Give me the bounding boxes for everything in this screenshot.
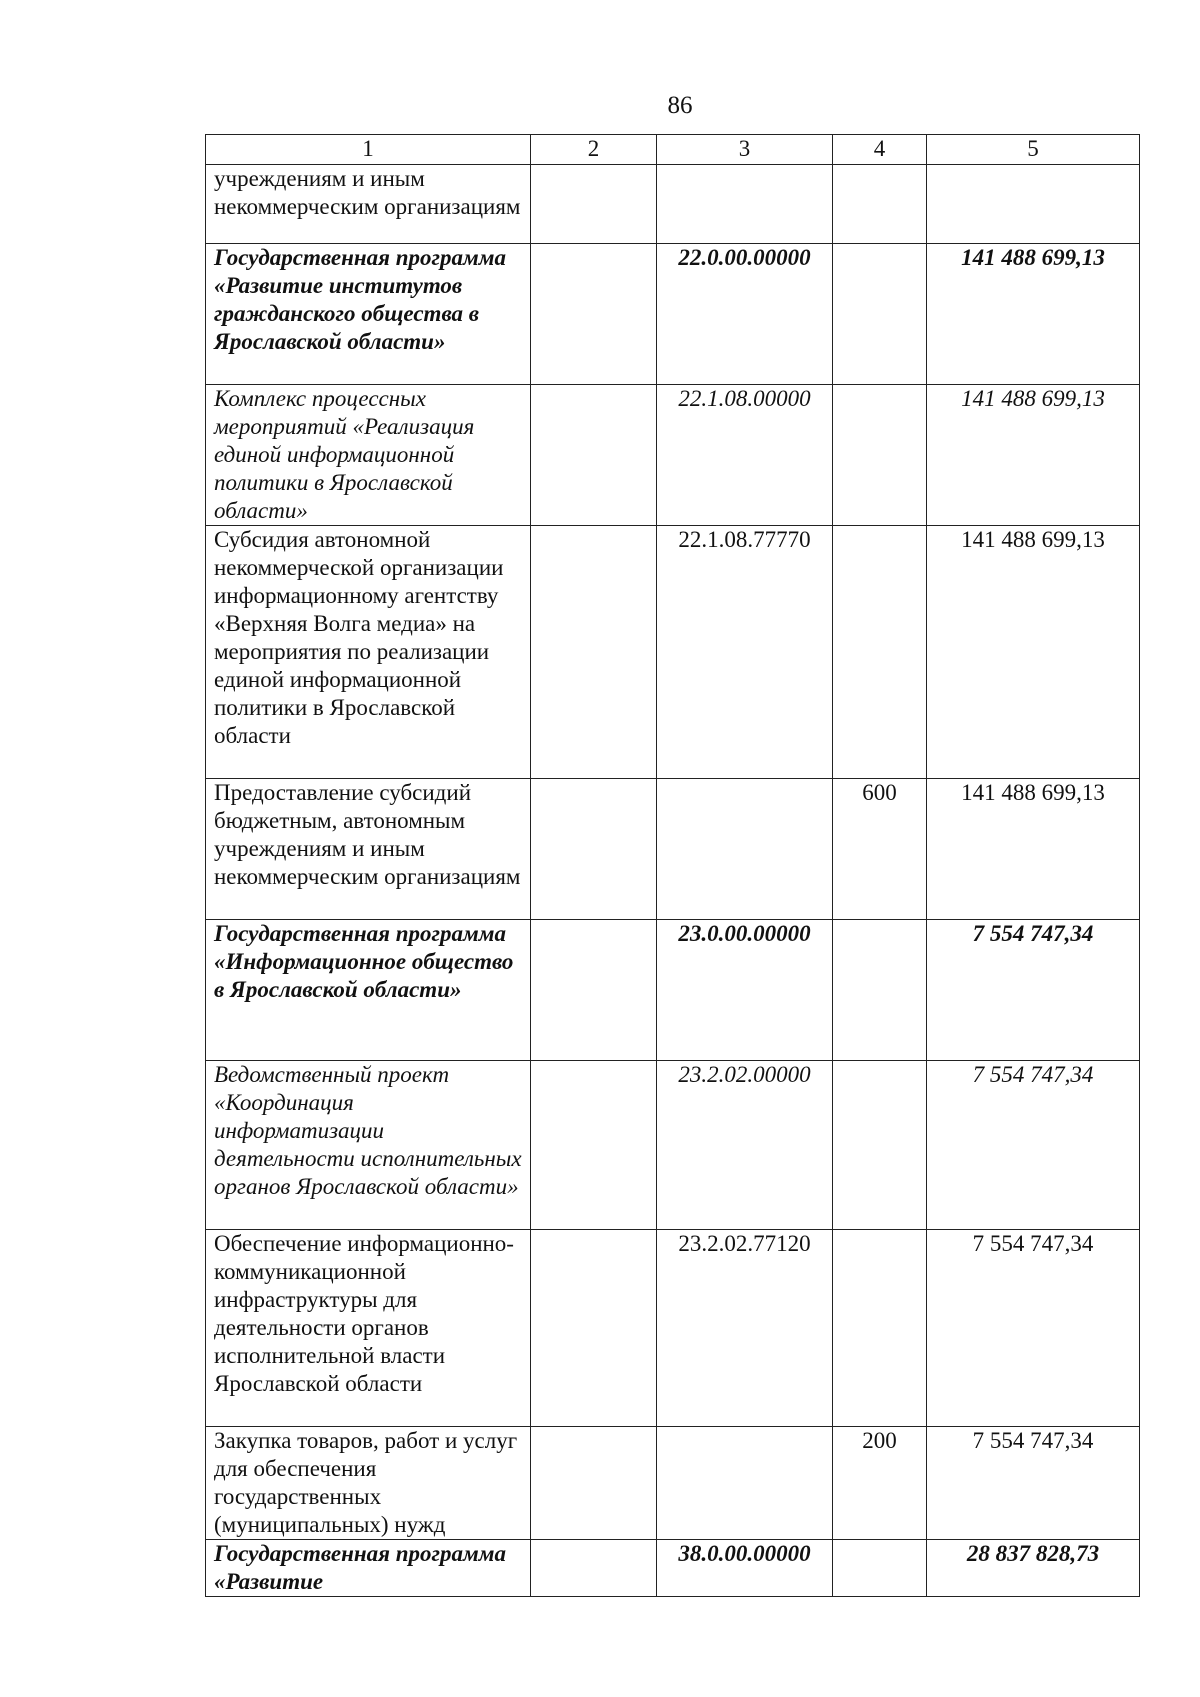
column-header-5: 5 xyxy=(927,135,1140,165)
table-row xyxy=(206,244,1140,385)
page-number: 86 xyxy=(667,92,693,119)
row-code-cell xyxy=(657,779,833,920)
row-type-cell: 600 xyxy=(833,779,927,920)
row-type-cell xyxy=(833,1061,927,1230)
row-type-cell xyxy=(833,165,927,244)
column-header-3: 3 xyxy=(657,135,833,165)
column-header-2: 2 xyxy=(531,135,657,165)
table-row xyxy=(206,1427,1140,1540)
row-name-cell: Закупка товаров, работ и услуг для обеспечения государственных (муниципальных) нужд xyxy=(206,1427,531,1540)
row-amount-cell: 141 488 699,13 xyxy=(927,526,1140,779)
row-col2-cell xyxy=(531,165,657,244)
row-code-cell: 38.0.00.00000 xyxy=(657,1540,833,1597)
row-type-cell xyxy=(833,1540,927,1597)
row-type-cell xyxy=(833,244,927,385)
table-row xyxy=(206,1540,1140,1597)
row-code-cell xyxy=(657,1427,833,1540)
row-code-cell: 22.1.08.00000 xyxy=(657,385,833,526)
row-name-cell: Обеспечение информационно-коммуникационной инфраструктуры для деятельности органов исполнительной власти Ярославской области xyxy=(206,1230,531,1427)
row-code-cell: 23.2.02.00000 xyxy=(657,1061,833,1230)
table-row xyxy=(206,1061,1140,1230)
column-header-1: 1 xyxy=(206,135,531,165)
row-col2-cell xyxy=(531,920,657,1061)
row-col2-cell xyxy=(531,779,657,920)
row-code-cell xyxy=(657,165,833,244)
row-amount-cell: 7 554 747,34 xyxy=(927,1230,1140,1427)
row-col2-cell xyxy=(531,526,657,779)
row-col2-cell xyxy=(531,244,657,385)
row-name-cell: Предоставление субсидий бюджетным, автономным учреждениям и иным некоммерческим организациям xyxy=(206,779,531,920)
row-name-cell: Государственная программа «Развитие xyxy=(206,1540,531,1597)
row-name-cell: Комплекс процессных мероприятий «Реализация единой информационной политики в Ярославской области» xyxy=(206,385,531,526)
row-name-cell: Ведомственный проект «Координация информатизации деятельности исполнительных органов Ярославской области» xyxy=(206,1061,531,1230)
row-amount-cell: 28 837 828,73 xyxy=(927,1540,1140,1597)
row-code-cell: 23.2.02.77120 xyxy=(657,1230,833,1427)
row-amount-cell: 7 554 747,34 xyxy=(927,1061,1140,1230)
table-row xyxy=(206,779,1140,920)
row-type-cell xyxy=(833,1230,927,1427)
column-header-4: 4 xyxy=(833,135,927,165)
row-amount-cell: 7 554 747,34 xyxy=(927,920,1140,1061)
table-header xyxy=(206,135,1140,165)
row-col2-cell xyxy=(531,1540,657,1597)
row-amount-cell: 141 488 699,13 xyxy=(927,244,1140,385)
row-code-cell: 23.0.00.00000 xyxy=(657,920,833,1061)
budget-table xyxy=(205,134,1140,1597)
row-type-cell xyxy=(833,920,927,1061)
row-name-cell: Государственная программа «Информационное общество в Ярославской области» xyxy=(206,920,531,1061)
row-type-cell: 200 xyxy=(833,1427,927,1540)
table-row xyxy=(206,526,1140,779)
row-col2-cell xyxy=(531,1061,657,1230)
row-col2-cell xyxy=(531,385,657,526)
table-row xyxy=(206,165,1140,244)
row-name-cell: учреждениям и иным некоммерческим организациям xyxy=(206,165,531,244)
row-name-cell: Государственная программа «Развитие институтов гражданского общества в Ярославской области» xyxy=(206,244,531,385)
row-code-cell: 22.0.00.00000 xyxy=(657,244,833,385)
row-type-cell xyxy=(833,385,927,526)
table-body xyxy=(206,165,1140,1597)
row-col2-cell xyxy=(531,1427,657,1540)
table-row xyxy=(206,385,1140,526)
row-amount-cell: 141 488 699,13 xyxy=(927,385,1140,526)
table-row xyxy=(206,1230,1140,1427)
row-type-cell xyxy=(833,526,927,779)
row-amount-cell xyxy=(927,165,1140,244)
table-row xyxy=(206,920,1140,1061)
row-amount-cell: 7 554 747,34 xyxy=(927,1427,1140,1540)
row-col2-cell xyxy=(531,1230,657,1427)
row-amount-cell: 141 488 699,13 xyxy=(927,779,1140,920)
row-name-cell: Субсидия автономной некоммерческой организации информационному агентству «Верхняя Волга медиа» на мероприятия по реализации единой информационной политики в Ярославской области xyxy=(206,526,531,779)
row-code-cell: 22.1.08.77770 xyxy=(657,526,833,779)
header-row xyxy=(206,135,1140,165)
